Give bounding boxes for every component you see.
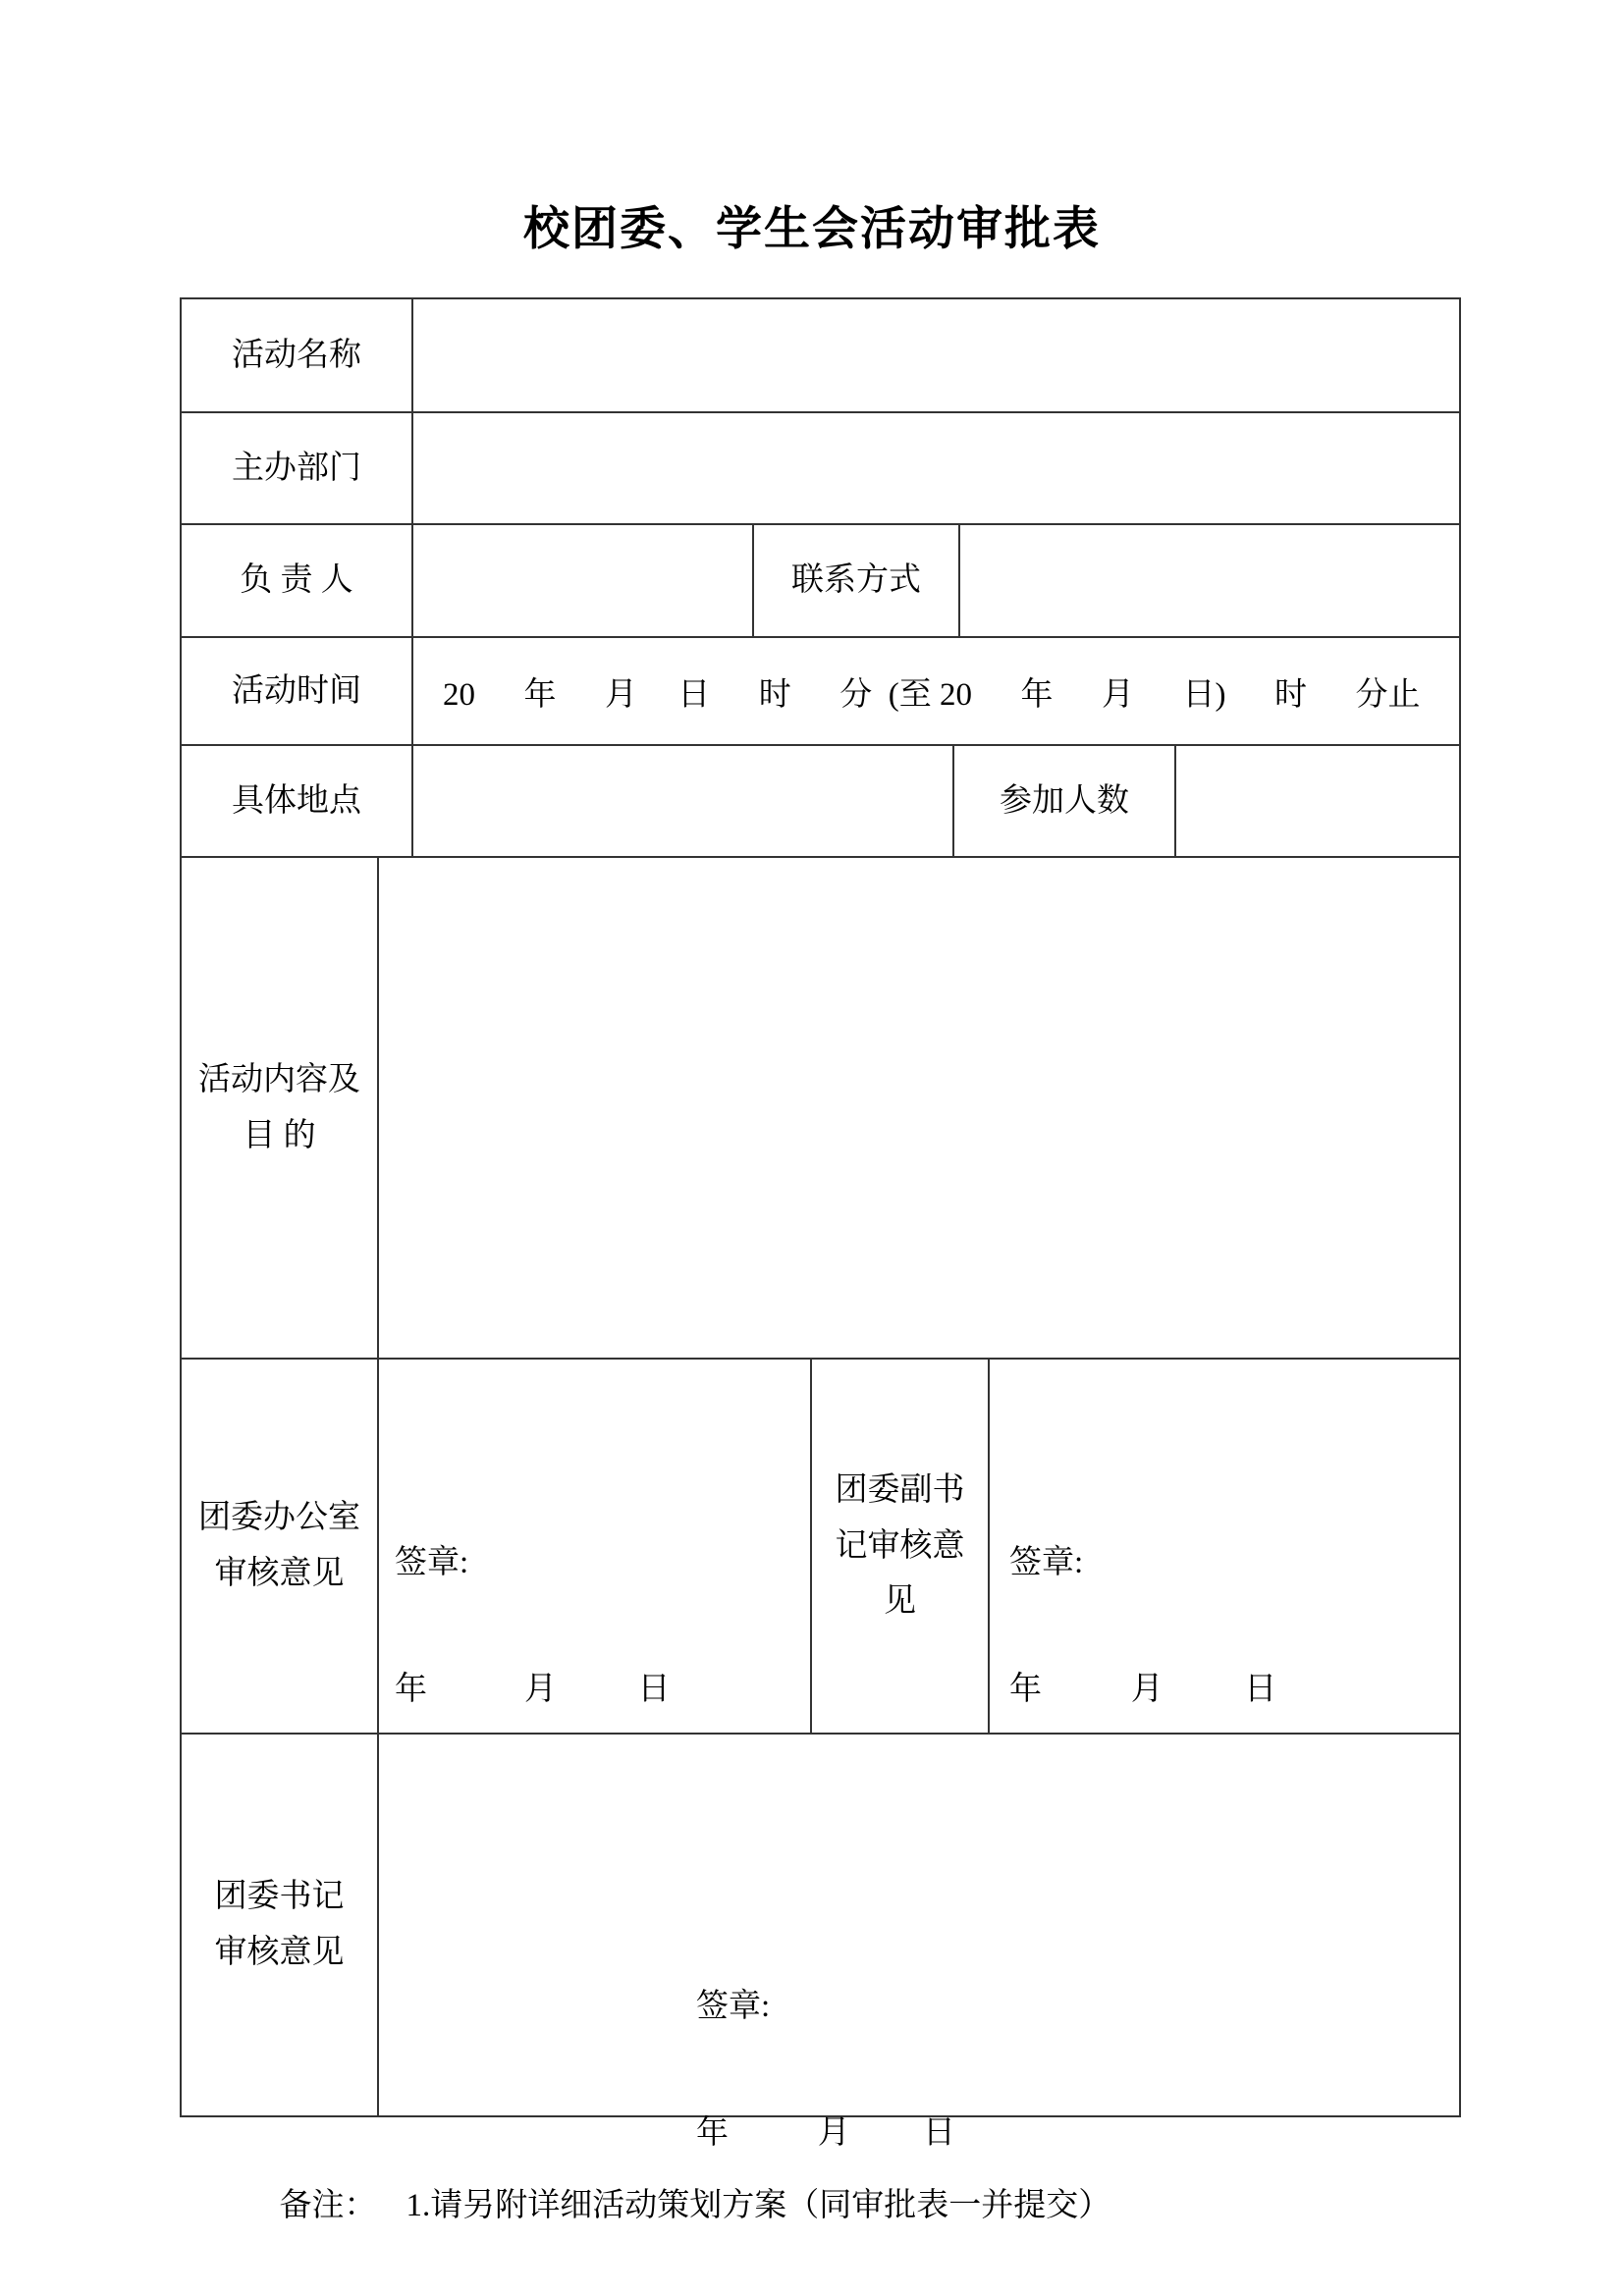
activity-time-row	[182, 638, 1459, 746]
participants-input[interactable]	[1176, 746, 1459, 856]
secretary-date-line: 年 月 日	[696, 2115, 955, 2151]
secretary-review-label-line2: 审核意见	[214, 1935, 345, 1970]
organizing-department-label: 主办部门	[182, 413, 413, 523]
person-in-charge-label: 负 责 人	[182, 525, 413, 636]
location-label: 具体地点	[182, 746, 413, 856]
deputy-label-line2: 记审核意	[835, 1527, 965, 1564]
deputy-seal-label: 签章:	[1009, 1545, 1084, 1580]
secretary-review-label-line1: 团委书记	[214, 1879, 345, 1915]
content-purpose-label-line1: 活动内容及	[198, 1061, 360, 1097]
activity-name-row	[182, 299, 1459, 413]
location-input[interactable]	[413, 746, 954, 856]
office-review-row	[182, 1360, 1459, 1735]
contact-label: 联系方式	[754, 525, 960, 636]
location-row	[182, 746, 1459, 858]
secretary-review-label	[182, 1735, 379, 2115]
organizing-department-row	[182, 413, 1459, 525]
office-review-label	[182, 1360, 379, 1733]
content-purpose-input[interactable]	[379, 858, 1459, 1358]
participants-label: 参加人数	[954, 746, 1176, 856]
content-purpose-label-line2: 目 的	[243, 1117, 316, 1153]
office-seal-label: 签章:	[395, 1545, 469, 1580]
office-review-seal-block	[379, 1482, 810, 1771]
person-in-charge-row	[182, 525, 1459, 638]
secretary-review-seal-cell[interactable]	[379, 1735, 1459, 2151]
content-purpose-row	[182, 858, 1459, 1360]
organizing-department-input[interactable]	[413, 413, 1459, 523]
deputy-date-line: 年 月 日	[1009, 1672, 1277, 1707]
activity-name-label: 活动名称	[182, 299, 413, 411]
deputy-label-line3: 见	[884, 1583, 916, 1620]
deputy-secretary-seal-block	[990, 1482, 1459, 1771]
deputy-label-line1: 团委副书	[835, 1471, 965, 1508]
activity-time-label: 活动时间	[182, 638, 413, 744]
activity-time-input[interactable]: 20 年 月 日 时 分 (至 20 年 月 日) 时 分止	[443, 676, 1421, 713]
secretary-seal-label: 签章:	[696, 1989, 771, 2024]
note-label: 备注：	[279, 2188, 377, 2223]
office-date-line: 年 月 日	[395, 1672, 671, 1707]
note-text: 1.请另附详细活动策划方案（同审批表一并提交）	[406, 2188, 1111, 2223]
form-title: 校团委、学生会活动审批表	[523, 202, 1101, 254]
form-note	[263, 2143, 1110, 2225]
deputy-secretary-review-label	[812, 1360, 990, 1733]
person-in-charge-input[interactable]	[413, 525, 754, 636]
deputy-secretary-seal-cell[interactable]	[990, 1360, 1459, 1733]
contact-input[interactable]	[960, 525, 1459, 636]
office-review-label-line2: 审核意见	[214, 1556, 345, 1591]
approval-form-table	[180, 297, 1461, 2151]
secretary-review-row	[182, 1735, 1459, 2151]
content-purpose-label	[182, 858, 379, 1358]
office-review-label-line1: 团委办公室	[198, 1500, 360, 1536]
activity-name-input[interactable]	[413, 299, 1459, 411]
office-review-seal-cell[interactable]	[379, 1360, 812, 1733]
